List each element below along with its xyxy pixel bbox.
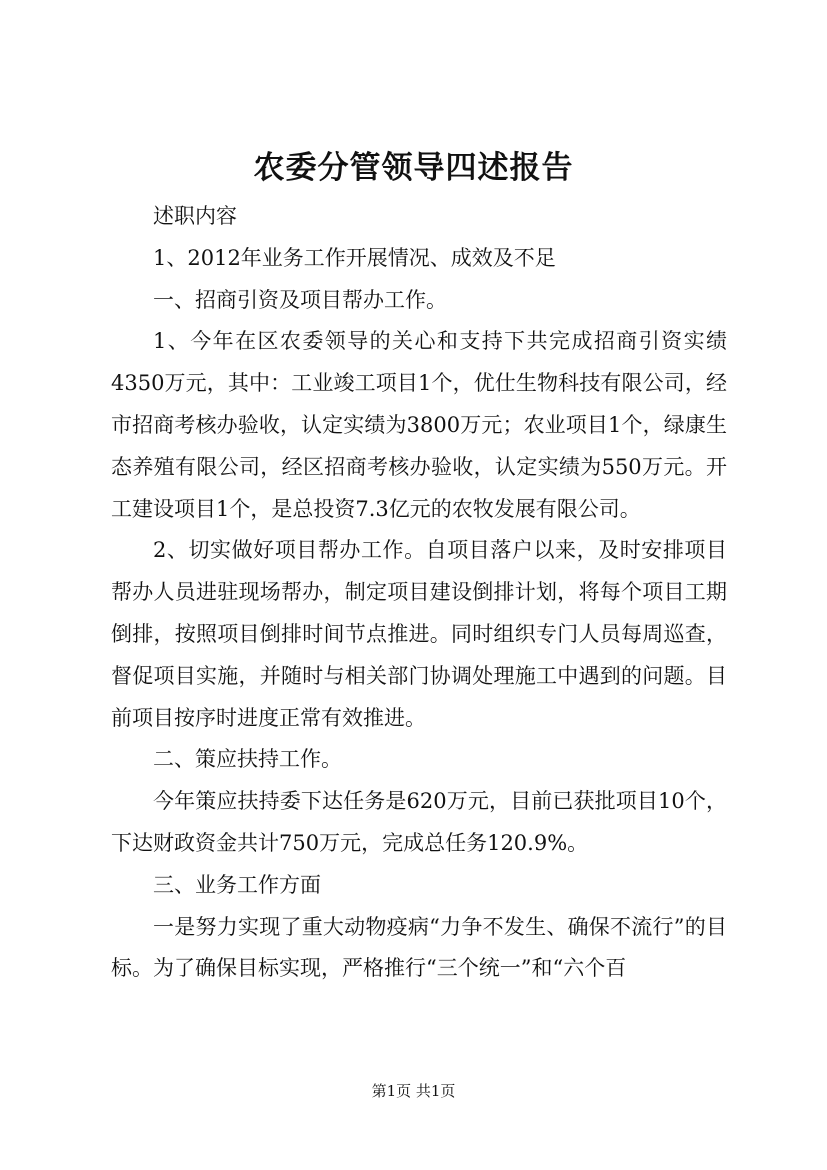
paragraph-9: 一是努力实现了重大动物疫病“力争不发生、确保不流行”的目标。为了确保目标实现，严格推行“三个统一”和“六个百 (111, 914, 727, 981)
paragraph-6: 二、策应扶持工作。 (153, 747, 342, 772)
paragraph-1: 述职内容 (153, 204, 237, 228)
document-title: 农委分管领导四述报告 (253, 150, 574, 186)
paragraph-8: 三、业务工作方面 (153, 872, 321, 897)
paragraph-7: 今年策应扶持委下达任务是620万元，目前已获批项目10个，下达财政资金共计750万元，完成总任务120.9%。 (111, 789, 727, 855)
paragraph-3: 一、招商引资及项目帮办工作。 (153, 287, 447, 312)
paragraph-2: 1、2012年业务工作开展情况、成效及不足 (153, 245, 556, 270)
paragraph-5: 2、切实做好项目帮办工作。自项目落户以来，及时安排项目帮办人员进驻现场帮办，制定项目建设倒排计划，将每个项目工期倒排，按照项目倒排时间节点推进。同时组织专门人员每周巡查，督促项目实施，并随时与相关部门协调处理施工中遇到的问题。目前项目按序时进度正常有效推进。 (111, 538, 727, 730)
document-body (111, 196, 727, 990)
page-footer: 第1页 共1页 (371, 1082, 456, 1100)
paragraph-4: 1、今年在区农委领导的关心和支持下共完成招商引资实绩4350万元，其中：工业竣工项目1个，优仕生物科技有限公司，经市招商考核办验收，认定实绩为3800万元；农业项目1个，绿康生态养殖有限公司，经区招商考核办验收，认定实绩为550万元。开工建设项目1个，是总投资7.3亿元的农牧发展有限公司。 (111, 329, 727, 521)
